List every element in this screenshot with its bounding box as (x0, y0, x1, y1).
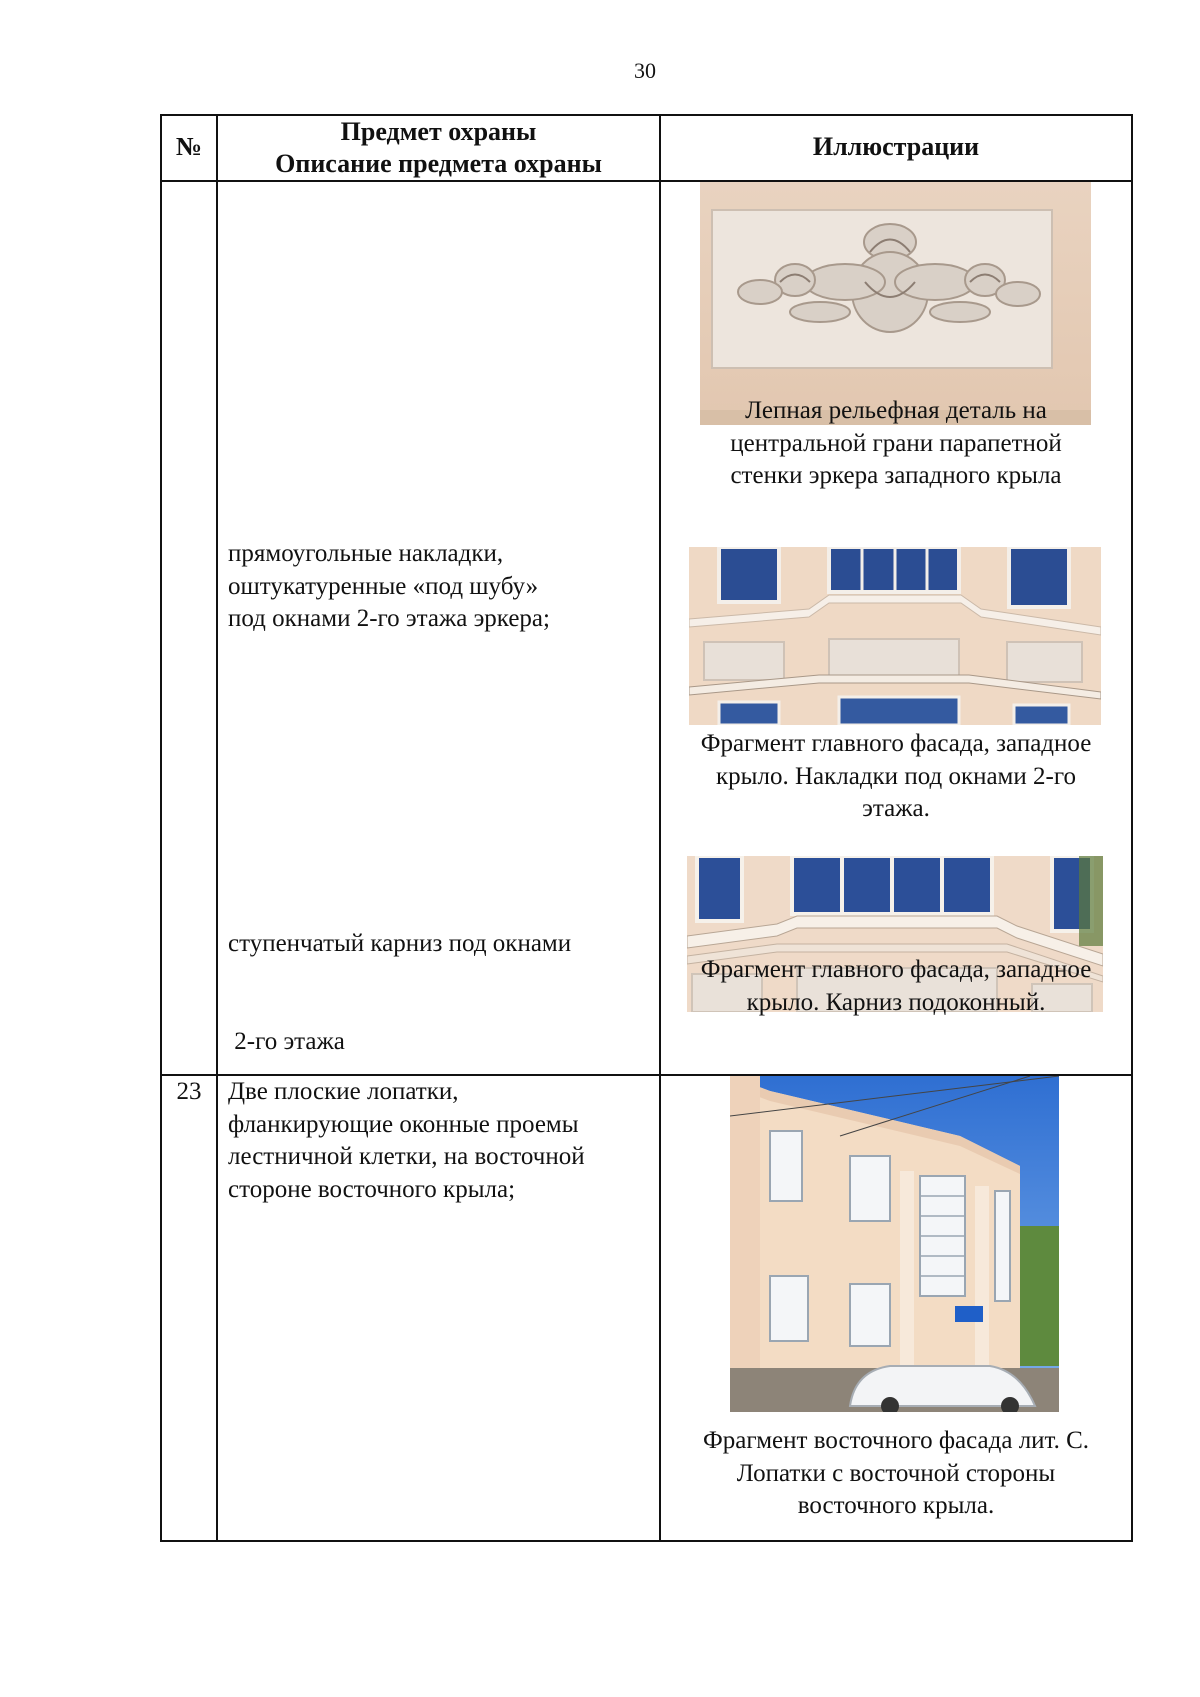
bay-window-plates-photo (689, 547, 1101, 725)
text-line: стороне восточного крыла; (228, 1175, 516, 1203)
header-subject (218, 116, 659, 180)
item-text-pilasters (228, 1076, 653, 1206)
header-illustrations: Иллюстрации (812, 132, 980, 161)
caption-line: Фрагмент главного фасада, западное (700, 956, 1092, 983)
text-line: лестничной клетки, на восточной (228, 1143, 585, 1170)
caption-line: восточного крыла. (797, 1492, 995, 1519)
text-line: прямоугольные накладки, (228, 540, 504, 567)
column-separator-subject (659, 114, 661, 1542)
text-line: ступенчатый карниз под окнами (228, 930, 572, 957)
caption-line: Лопатки с восточной стороны (736, 1459, 1056, 1487)
text-line: оштукатуренные «под шубу» (228, 572, 539, 600)
caption-line: крыло. Накладки под окнами 2-го (716, 762, 1076, 790)
caption-line: Лепная рельефная деталь на (745, 397, 1047, 424)
protection-table (160, 114, 1133, 1542)
table-border-right (1131, 114, 1133, 1542)
caption-east-facade (661, 1425, 1131, 1523)
stucco-relief-photo (700, 182, 1091, 425)
table-border-left (160, 114, 162, 1542)
header-number: № (175, 132, 203, 161)
text-line: 2-го этажа (228, 1027, 345, 1055)
row-number-23: 23 (176, 1078, 202, 1105)
column-separator-number (216, 114, 218, 1542)
caption-window-cornice (661, 954, 1131, 1019)
caption-stucco-relief (661, 395, 1131, 493)
caption-bay-window-plates (661, 728, 1131, 826)
caption-line: центральной грани парапетной (730, 429, 1062, 457)
text-line: фланкирующие оконные проемы (228, 1110, 579, 1138)
caption-line: Фрагмент восточного фасада лит. С. (702, 1427, 1090, 1454)
item-text-plates (228, 538, 653, 636)
caption-line: крыло. Карниз подоконный. (746, 988, 1046, 1016)
east-facade-photo (730, 1076, 1059, 1412)
caption-line: этажа. (862, 795, 930, 822)
text-line: под окнами 2-го этажа эркера; (228, 605, 550, 632)
table-border-bottom (160, 1540, 1133, 1542)
text-line: Две плоские лопатки, (228, 1078, 459, 1105)
caption-line: стенки эркера западного крыла (730, 462, 1062, 489)
page-number: 30 (634, 58, 656, 83)
caption-line: Фрагмент главного фасада, западное (700, 730, 1092, 757)
header-subject-title: Предмет охраны (340, 117, 537, 146)
header-subject-description: Описание предмета охраны (275, 149, 602, 178)
